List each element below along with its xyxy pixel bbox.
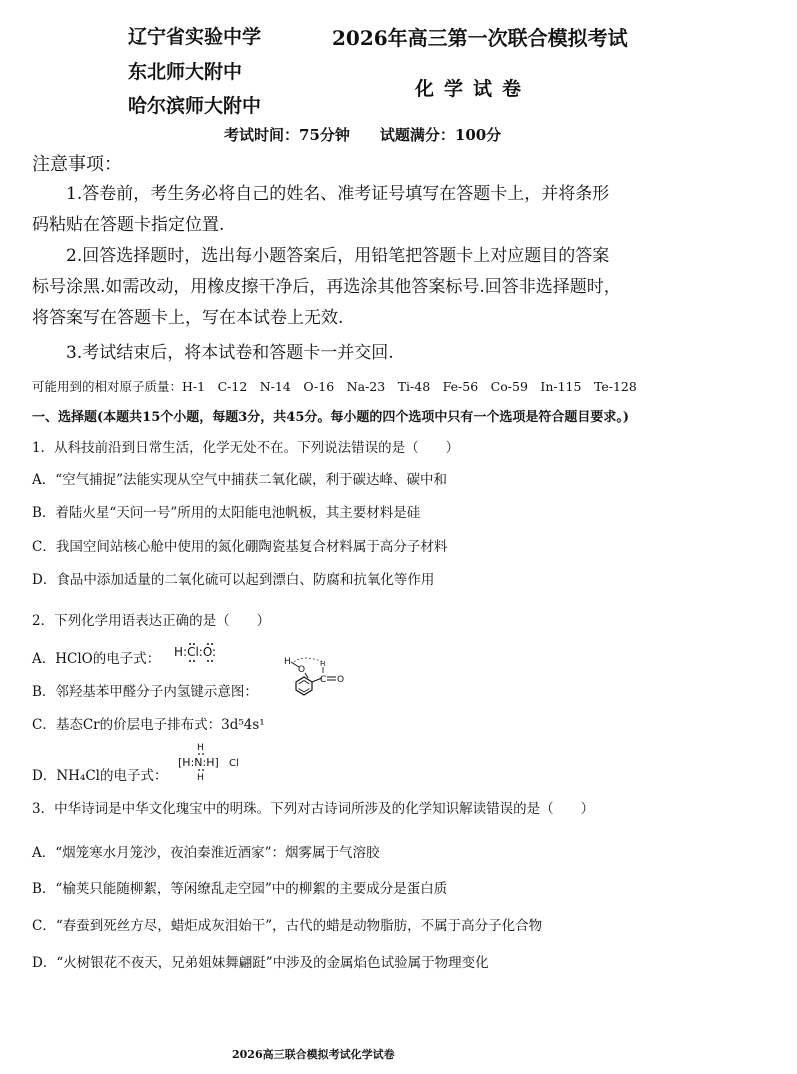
- exam-info: 考试时间：75分钟 试题满分：100分: [224, 126, 502, 144]
- nh4cl-bracket: [H:N:H]: [178, 756, 219, 769]
- hclo-electron-formula: [172, 636, 228, 666]
- question-2-stem: 2．下列化学用语表达正确的是（ ）: [32, 613, 271, 629]
- question-1-stem: 1．从科技前沿到日常生活，化学无处不在。下列说法错误的是（ ）: [32, 440, 460, 456]
- notice-item-3-line-1: 3.考试结束后，将本试卷和答题卡一并交回.: [66, 343, 394, 363]
- question-1-option-c: C．我国空间站核心舱中使用的氮化硼陶瓷基复合材料属于高分子材料: [32, 539, 448, 555]
- question-1-option-a: A．“空气捕捉”法能实现从空气中捕获二氧化碳，利于碳达峰、碳中和: [32, 472, 448, 488]
- diagram-label-o2: O: [337, 675, 345, 685]
- question-3-option-c: C．“春蚕到死丝方尽，蜡炬成灰泪始干”，古代的蜡是动物脂肪，不属于高分子化合物: [32, 918, 543, 934]
- question-2-option-d: D．NH₄Cl的电子式：: [32, 768, 168, 784]
- nh4cl-electron-formula: [176, 742, 246, 782]
- page-footer: 2026高三联合模拟考试化学试卷: [232, 1048, 395, 1061]
- notice-item-2-line-2: 标号涂黑.如需改动，用橡皮擦干净后，再选涂其他答案标号.回答非选择题时，: [32, 277, 621, 297]
- subject-title: 化学试卷: [415, 78, 532, 100]
- question-3-stem: 3．中华诗词是中华文化瑰宝中的明珠。下列对古诗词所涉及的化学知识解读错误的是（ ）: [32, 801, 595, 817]
- school-name-2: 东北师大附中: [128, 61, 243, 83]
- notice-item-2-line-3: 将答案写在答题卡上，写在本试卷上无效.: [32, 308, 344, 328]
- question-3-option-a: A．“烟笼寒水月笼沙，夜泊秦淮近酒家”：烟雾属于气溶胶: [32, 845, 380, 861]
- notice-item-2-line-1: 2.回答选择题时，选出每小题答案后，用铅笔把答题卡上对应题目的答案: [66, 246, 610, 266]
- exam-title: 2026年高三第一次联合模拟考试: [332, 26, 628, 50]
- notice-heading: 注意事项：: [32, 154, 122, 175]
- question-2-option-a: A．HClO的电子式：: [32, 651, 161, 667]
- nh4cl-cl: Cl: [229, 758, 239, 769]
- diagram-label-h2: H: [320, 660, 326, 668]
- notice-item-1-line-2: 码粘贴在答题卡指定位置.: [32, 215, 225, 235]
- question-2-option-b: B．邻羟基苯甲醛分子内氢键示意图：: [32, 684, 258, 700]
- diagram-label-c: C: [320, 675, 327, 685]
- nh4cl-h-bottom: H: [197, 773, 204, 782]
- school-name-3: 哈尔滨师大附中: [128, 95, 262, 117]
- o-hydroxybenzaldehyde-diagram: [282, 654, 352, 706]
- school-name-1: 辽宁省实验中学: [128, 26, 262, 48]
- question-1-option-d: D．食品中添加适量的二氧化硫可以起到漂白、防腐和抗氧化等作用: [32, 572, 435, 588]
- nh4cl-h-top: H: [197, 743, 204, 753]
- notice-item-1-line-1: 1.答卷前，考生务必将自己的姓名、准考证号填写在答题卡上，并将条形: [66, 184, 610, 204]
- section-title: 一、选择题(本题共15个小题，每题3分，共45分。每小题的四个选项中只有一个选项是符合题目要求。): [32, 410, 630, 425]
- hclo-formula-text: H:Cl:O:: [174, 645, 217, 659]
- diagram-label-h: H: [284, 657, 291, 667]
- question-3-option-b: B．“榆荚只能随柳絮，等闲缭乱走空园”中的柳絮的主要成分是蛋白质: [32, 881, 448, 897]
- question-3-option-d: D．“火树银花不夜天，兄弟姐妹舞翩跹”中涉及的金属焰色试验属于物理变化: [32, 955, 489, 971]
- question-2-option-c: C．基态Cr的价层电子排布式：3d⁵4s¹: [32, 717, 265, 733]
- atomic-masses: 可能用到的相对原子质量：H-1 C-12 N-14 O-16 Na-23 Ti-48 Fe-56 Co-59 In-115 Te-128: [32, 379, 637, 394]
- question-1-option-b: B．着陆火星“天问一号”所用的太阳能电池帆板，其主要材料是硅: [32, 505, 421, 521]
- diagram-label-o: O: [298, 665, 306, 675]
